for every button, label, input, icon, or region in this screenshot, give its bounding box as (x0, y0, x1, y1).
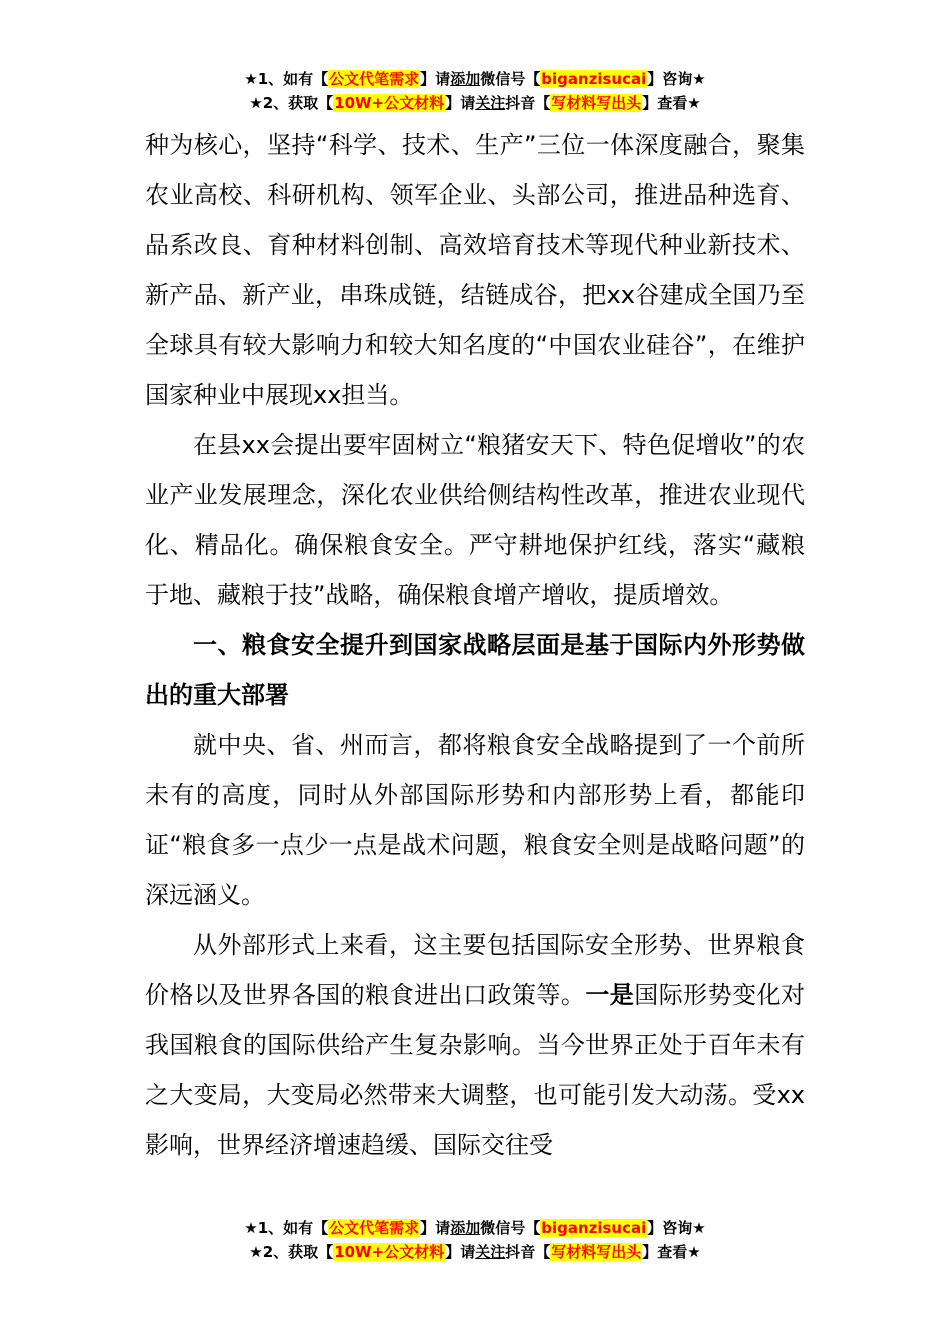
banner-text: 】请 (420, 70, 451, 88)
banner-line-1 (0, 1216, 950, 1240)
wechat-id-highlight: biganzisucai (541, 70, 647, 88)
banner-text: ★2、获取【 (249, 94, 334, 112)
banner-underline: 添加 (450, 70, 481, 88)
banner-text: 】查看★ (642, 1243, 701, 1261)
banner-text: 】请 (445, 94, 476, 112)
document-body (145, 120, 805, 1170)
paragraph-4-bold-lead: 一是 (585, 981, 635, 1009)
banner-text: 】请 (445, 1243, 476, 1261)
banner-highlight: 公文代笔需求 (329, 70, 420, 88)
paragraph-3: 就中央、省、州而言，都将粮食安全战略提到了一个前所未有的高度，同时从外部国际形势和内部形势上看，都能印证“粮食多一点少一点是战术问题，粮食安全则是战略问题”的深远涵义。 (145, 731, 805, 909)
header-banner (0, 67, 950, 115)
banner-text: 】咨询★ (647, 70, 706, 88)
banner-text: 】查看★ (642, 94, 701, 112)
paragraph-4 (145, 920, 805, 1170)
banner-line-2 (0, 1240, 950, 1264)
wechat-id-highlight: biganzisucai (541, 1219, 647, 1237)
paragraph-4-start: 从外部形式上来看，这主要包括国际安全形势、世界粮食价格以及世界各国的粮食进出口政策等。 (145, 931, 805, 1009)
banner-highlight: 公文代笔需求 (329, 1219, 420, 1237)
banner-text: 微信号【 (480, 70, 541, 88)
banner-text: 抖音【 (505, 1243, 551, 1261)
banner-text: ★1、如有【 (244, 1219, 329, 1237)
banner-highlight: 10W+公文材料 (334, 1243, 445, 1261)
banner-text: 】咨询★ (647, 1219, 706, 1237)
banner-underline: 关注 (475, 94, 506, 112)
paragraph-4-rest: 国际形势变化对我国粮食的国际供给产生复杂影响。当今世界正处于百年未有之大变局，大变局必然带来大调整，也可能引发大动荡。受xx影响，世界经济增速趋缓、国际交往受 (145, 981, 806, 1159)
banner-underline: 添加 (450, 1219, 481, 1237)
douyin-id-highlight: 写材料写出头 (551, 1243, 642, 1261)
banner-text: ★2、获取【 (249, 1243, 334, 1261)
banner-text: ★1、如有【 (244, 70, 329, 88)
banner-text: 微信号【 (480, 1219, 541, 1237)
section-heading-1: 一、粮食安全提升到国家战略层面是基于国际内外形势做出的重大部署 (145, 631, 805, 709)
banner-highlight: 10W+公文材料 (334, 94, 445, 112)
paragraph-1: 种为核心，坚持“科学、技术、生产”三位一体深度融合，聚集农业高校、科研机构、领军企业、头部公司，推进品种选育、品系改良、育种材料创制、高效培育技术等现代种业新技术、新产品、新产业，串珠成链，结链成谷，把xx谷建成全国乃至全球具有较大影响力和较大知名度的“中国农业硅谷”，在维护国家种业中展现xx担当。 (145, 131, 805, 409)
banner-text: 】请 (420, 1219, 451, 1237)
banner-underline: 关注 (475, 1243, 506, 1261)
douyin-id-highlight: 写材料写出头 (551, 94, 642, 112)
banner-text: 抖音【 (505, 94, 551, 112)
footer-banner (0, 1216, 950, 1264)
banner-line-2 (0, 91, 950, 115)
banner-line-1 (0, 67, 950, 91)
paragraph-2: 在县xx会提出要牢固树立“粮猪安天下、特色促增收”的农业产业发展理念，深化农业供给侧结构性改革，推进农业现代化、精品化。确保粮食安全。严守耕地保护红线，落实“藏粮于地、藏粮于技”战略，确保粮食增产增收，提质增效。 (145, 431, 805, 609)
